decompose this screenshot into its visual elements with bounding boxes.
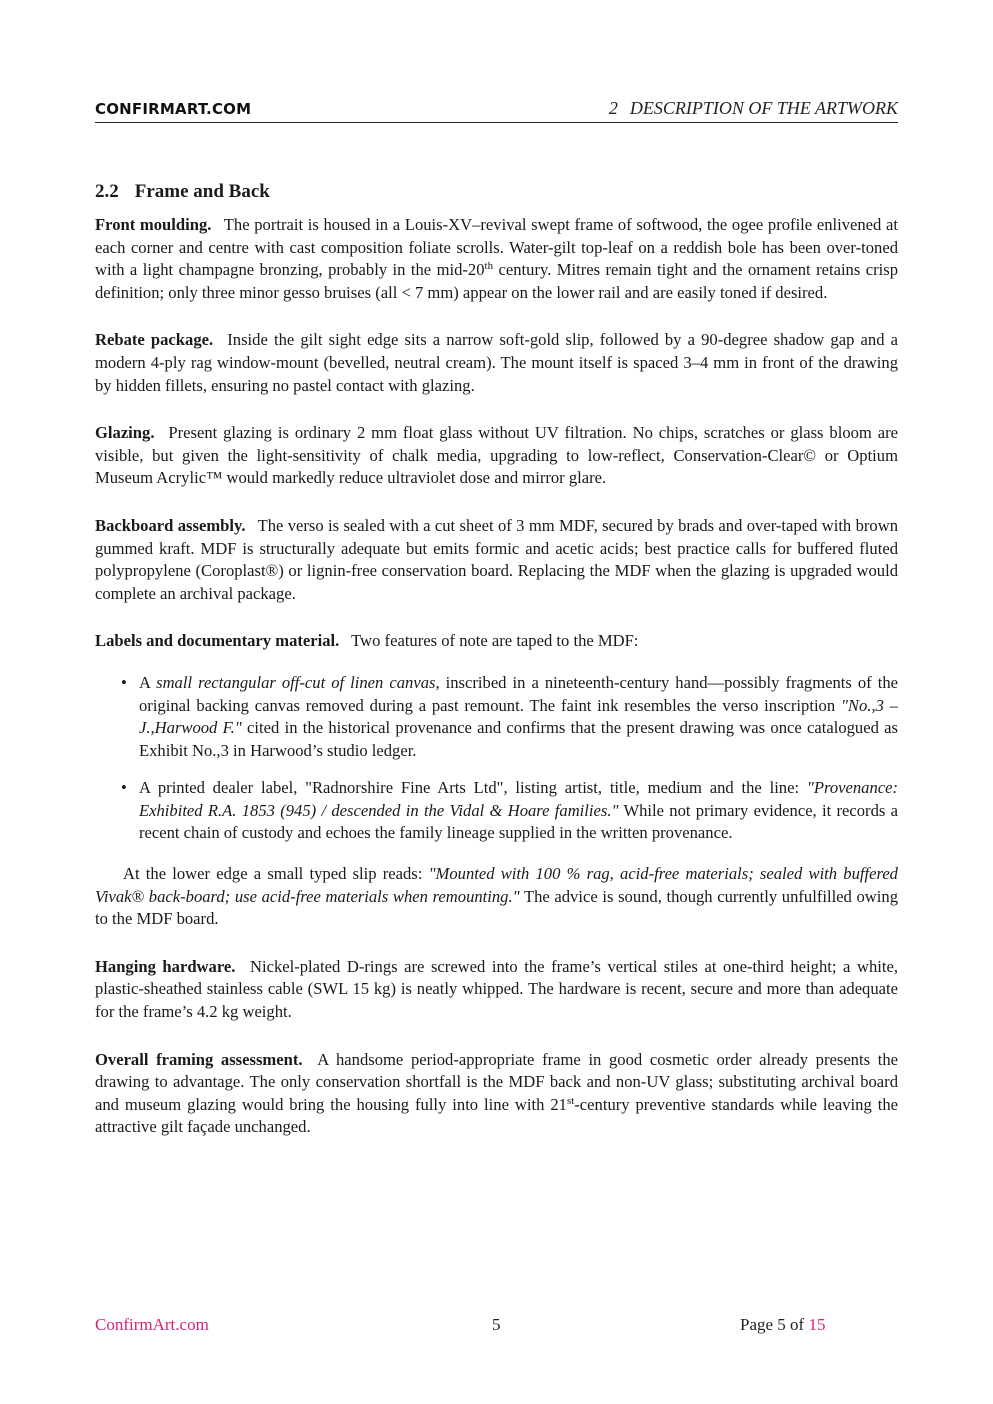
- page-header: [95, 98, 898, 123]
- document-page: [95, 0, 898, 1404]
- list-text: , inscribed in a nineteenth-century hand—possibly fragments of the original backing canvas removed during a past remount. The faint ink resembles the verso inscription: [139, 672, 899, 715]
- run-in-heading: Front moulding.: [95, 215, 212, 234]
- list-item: [139, 777, 898, 845]
- list-emphasis: small rectangular off-cut of linen canvas: [156, 672, 436, 692]
- paragraph-text: The portrait is housed in a Louis-XV–revival swept frame of softwood, the ogee profile enlivened at each corner and centre with cast composition foliate scrolls. Water-gilt top-leaf on a reddish bole has been over-toned with a light champagne bronzing, probably in the mid-20: [95, 215, 898, 280]
- superscript: th: [484, 260, 494, 273]
- list-text: cited in the historical provenance and confirms that the present drawing was once catalogued as Exhibit No.,3 in Harwood’s studio ledger.: [139, 718, 898, 760]
- run-in-heading: Backboard assembly.: [95, 515, 246, 535]
- paragraph-text: Inside the gilt sight edge sits a narrow soft-gold slip, followed by a 90-degree shadow gap and a modern 4-ply rag window-mount (bevelled, neutral cream). The mount itself is spaced 3–4 mm in front of the drawing by hidden fillets, ensuring no pastel contact with glazing.: [95, 330, 898, 395]
- paragraph-text: century. Mitres remain tight and the ornament retains crisp definition; only three minor gesso bruises (all < 7 mm) appear on the lower rail and are easily toned if desired.: [95, 260, 898, 302]
- paragraph-text: Present glazing is ordinary 2 mm float glass without UV filtration. No chips, scratches or glass bloom are visible, but given the light-sensitivity of chalk media, upgrading to low-reflect, Conservation-Clear© or Optium Museum Acrylic™ would markedly reduce ultraviolet dose and mirror glare.: [95, 423, 898, 488]
- quoted-text: "Mounted with 100 % rag, acid-free materials; sealed with buffered Vivak® back-board; use acid-free materials when remounting.": [95, 864, 898, 906]
- section-number: 2.2: [95, 181, 119, 202]
- section-heading: [95, 180, 898, 204]
- list-text: A: [139, 672, 157, 692]
- run-in-heading: Overall framing assessment.: [95, 1049, 303, 1069]
- chapter-number: 2: [608, 98, 618, 118]
- paragraph-front-moulding: [95, 214, 898, 304]
- page-count-prefix: Page 5 of: [740, 1315, 809, 1334]
- labels-list: [95, 672, 898, 845]
- paragraph-text: -century preventive standards while leaving the attractive gilt façade unchanged.: [95, 1094, 898, 1137]
- run-in-heading: Rebate package.: [95, 330, 214, 350]
- paragraph-typed-slip: [95, 863, 898, 931]
- paragraph-labels: [95, 630, 898, 653]
- main-content: [95, 180, 898, 1164]
- paragraph-glazing: [95, 422, 898, 490]
- paragraph-backboard: [95, 515, 898, 605]
- list-emphasis: "No.,3 – J.,Harwood F.": [139, 695, 898, 738]
- paragraph-hanging: [95, 956, 898, 1024]
- paragraph-text: Two features of note are taped to the MDF:: [351, 631, 639, 651]
- footer-site-link[interactable]: ConfirmArt.com: [95, 1315, 209, 1334]
- paragraph-text: A handsome period-appropriate frame in good cosmetic order already presents the drawing to advantage. The only conservation shortfall is the MDF back and non-UV glass; substituting archival board and museum glazing would bring the housing fully into line with 21: [95, 1049, 898, 1114]
- list-text: A printed dealer label, "Radnorshire Fine Arts Ltd", listing artist, title, medium and the line:: [139, 778, 807, 798]
- paragraph-text: The verso is sealed with a cut sheet of 3 mm MDF, secured by brads and over-taped with brown gummed kraft. MDF is structurally adequate but emits formic and acetic acids; best practice calls for buffered fluted polypropylene (Coroplast®) or lignin-free conservation board. Replacing the MDF when the glazing is upgraded would complete an archival package.: [95, 515, 898, 603]
- page-footer: [95, 1315, 898, 1339]
- run-in-heading: Hanging hardware.: [95, 956, 236, 976]
- footer-page-count: [740, 1315, 825, 1335]
- paragraph-overall: [95, 1049, 898, 1139]
- page-total-link[interactable]: 15: [808, 1315, 826, 1334]
- section-title: Frame and Back: [134, 181, 270, 202]
- list-emphasis: "Provenance: Exhibited R.A. 1853 (945) / descended in the Vidal & Hoare families.": [139, 778, 898, 820]
- header-logo: CONFIRMART.COM: [95, 100, 252, 118]
- list-text: While not primary evidence, it records a recent chain of custody and echoes the family lineage supplied in the written provenance.: [139, 800, 898, 843]
- run-in-heading: Labels and documentary material.: [95, 631, 340, 651]
- paragraph-text: At the lower edge a small typed slip reads:: [123, 864, 429, 884]
- list-item: [139, 672, 898, 762]
- chapter-title: DESCRIPTION OF THE ARTWORK: [629, 98, 898, 118]
- paragraph-rebate-package: [95, 329, 898, 397]
- running-head: [609, 98, 898, 119]
- run-in-heading: Glazing.: [95, 423, 155, 443]
- paragraph-text: Nickel-plated D-rings are screwed into the frame’s vertical stiles at one-third height; a white, plastic-sheathed stainless cable (SWL 15 kg) is neatly whipped. The hardware is recent, secure and more than adequate for the frame’s 4.2 kg weight.: [95, 956, 898, 1022]
- superscript: st: [566, 1094, 575, 1107]
- paragraph-text: The advice is sound, though currently unfulfilled owing to the MDF board.: [95, 886, 898, 929]
- footer-page-number: 5: [492, 1315, 501, 1334]
